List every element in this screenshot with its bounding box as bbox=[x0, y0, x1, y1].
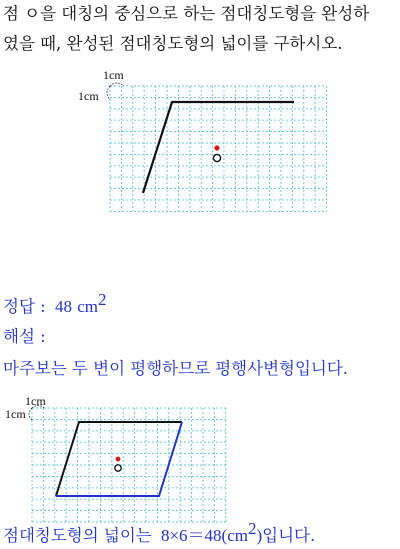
solution-center-point-o bbox=[115, 465, 121, 471]
explanation-text: 마주보는 두 변이 평행하므로 평행사변형입니다. bbox=[3, 359, 349, 378]
unit-brace-top bbox=[110, 83, 124, 86]
grid-unit-label-top: 1cm bbox=[103, 68, 124, 82]
answer-label: 정답 : bbox=[3, 297, 46, 316]
center-point-o bbox=[213, 154, 220, 161]
grid-lines-2 bbox=[32, 408, 226, 522]
answer-value: 48 bbox=[54, 297, 72, 316]
conclusion-exponent: 2 bbox=[247, 519, 257, 538]
conclusion-close-paren: ) bbox=[256, 526, 263, 545]
problem-line-2: 였을 때, 완성된 점대칭도형의 넓이를 구하시오. bbox=[3, 34, 343, 53]
solution-center-point-red bbox=[116, 457, 121, 462]
solution-grid-figure bbox=[0, 390, 400, 510]
answer-line bbox=[3, 290, 107, 317]
explanation-label: 해설 : bbox=[3, 327, 46, 346]
conclusion-line bbox=[3, 519, 316, 546]
conclusion-prefix: 점대칭도형의 넓이는 bbox=[3, 526, 152, 545]
problem-line-1: 점 ㅇ을 대칭의 중심으로 하는 점대칭도형을 완성하 bbox=[3, 4, 370, 23]
solution-grid-unit-label-top: 1cm bbox=[25, 394, 46, 408]
answer-unit: cm bbox=[77, 297, 98, 316]
conclusion-expression: 8×6＝48(cm bbox=[160, 526, 248, 545]
solution-grid-unit-label-side: 1cm bbox=[5, 407, 26, 421]
center-point-red bbox=[214, 145, 219, 150]
answer-unit-exponent: 2 bbox=[97, 290, 107, 309]
grid-unit-label-side: 1cm bbox=[78, 89, 99, 103]
unit-brace-side bbox=[107, 86, 110, 100]
problem-grid-figure bbox=[0, 0, 400, 220]
conclusion-suffix: 입니다. bbox=[262, 526, 316, 545]
